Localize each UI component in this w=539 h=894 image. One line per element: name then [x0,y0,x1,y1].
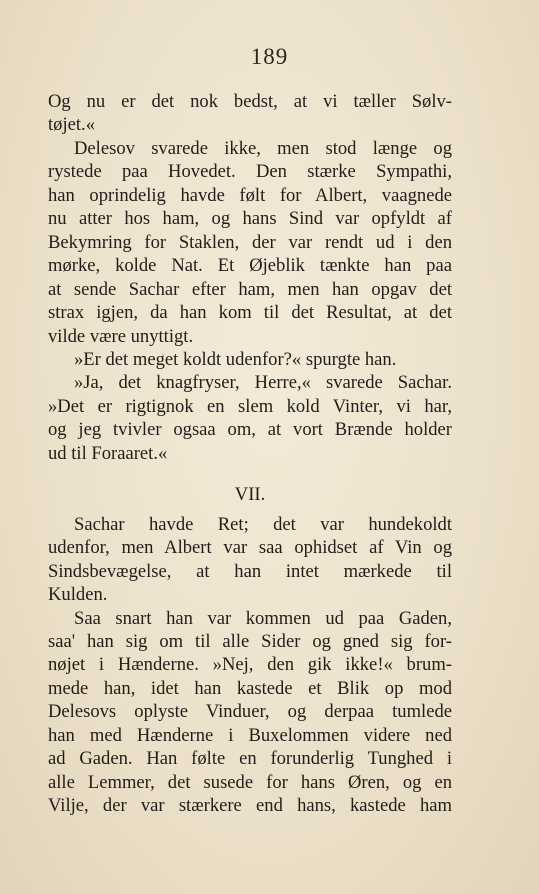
text-line: ud til Foraaret.« [48,442,168,464]
text-line: »Det er rigtignok en slem kold Vinter, vi har, [48,395,452,417]
text-line: »Er det meget koldt udenfor?« spurgte han. [74,348,397,370]
text-line: alle Lemmer, det susede for hans Øren, og en [48,771,452,793]
text-line: at sende Sachar efter ham, men han opgav det [48,278,452,300]
text-line: Sachar havde Ret; det var hundekoldt [74,513,452,535]
text-line: mede han, idet han kastede et Blik op mod [48,677,452,699]
text-line: Saa snart han var kommen ud paa Gaden, [74,607,452,629]
chapter-heading: VII. [234,484,266,506]
text-line: tøjet.« [48,114,95,136]
text-line: nøjet i Hænderne. »Nej, den gik ikke!« brum- [48,654,452,676]
text-line: mørke, kolde Nat. Et Øjeblik tænkte han paa [48,255,452,277]
text-line: Kulden. [48,584,108,606]
text-line: Delesovs oplyste Vinduer, og derpaa tumlede [48,701,452,723]
text-line: han oprindelig havde følt for Albert, vaagnede [48,184,452,206]
text-line: Delesov svarede ikke, men stod længe og [74,137,452,159]
text-line: saa' han sig om til alle Sider og gned sig for- [48,630,452,652]
text-line: ad Gaden. Han følte en forunderlig Tunghed i [48,748,452,770]
text-line: strax igjen, da han kom til det Resultat, at det [48,302,452,324]
text-line: vilde være unyttigt. [48,325,194,347]
text-line: nu atter hos ham, og hans Sind var opfyldt af [48,208,452,230]
body-text [48,90,452,818]
text-line: Bekymring for Staklen, der var rendt ud i den [48,231,452,253]
text-line: Sindsbevægelse, at han intet mærkede til [48,560,452,582]
text-line: udenfor, men Albert var saa ophidset af Vin og [48,537,452,559]
text-line: rystede paa Hovedet. Den stærke Sympathi, [48,161,452,183]
text-line: Og nu er det nok bedst, at vi tæller Sølv- [48,91,452,112]
text-line: han med Hænderne i Buxelommen videre ned [48,724,452,746]
text-line: og jeg tvivler ogsaa om, at vort Brænde holder [48,419,452,441]
page-number: 189 [250,44,289,69]
text-line: »Ja, det knagfryser, Herre,« svarede Sachar. [74,372,452,394]
text-line: Vilje, der var stærkere end hans, kastede ham [48,795,452,817]
